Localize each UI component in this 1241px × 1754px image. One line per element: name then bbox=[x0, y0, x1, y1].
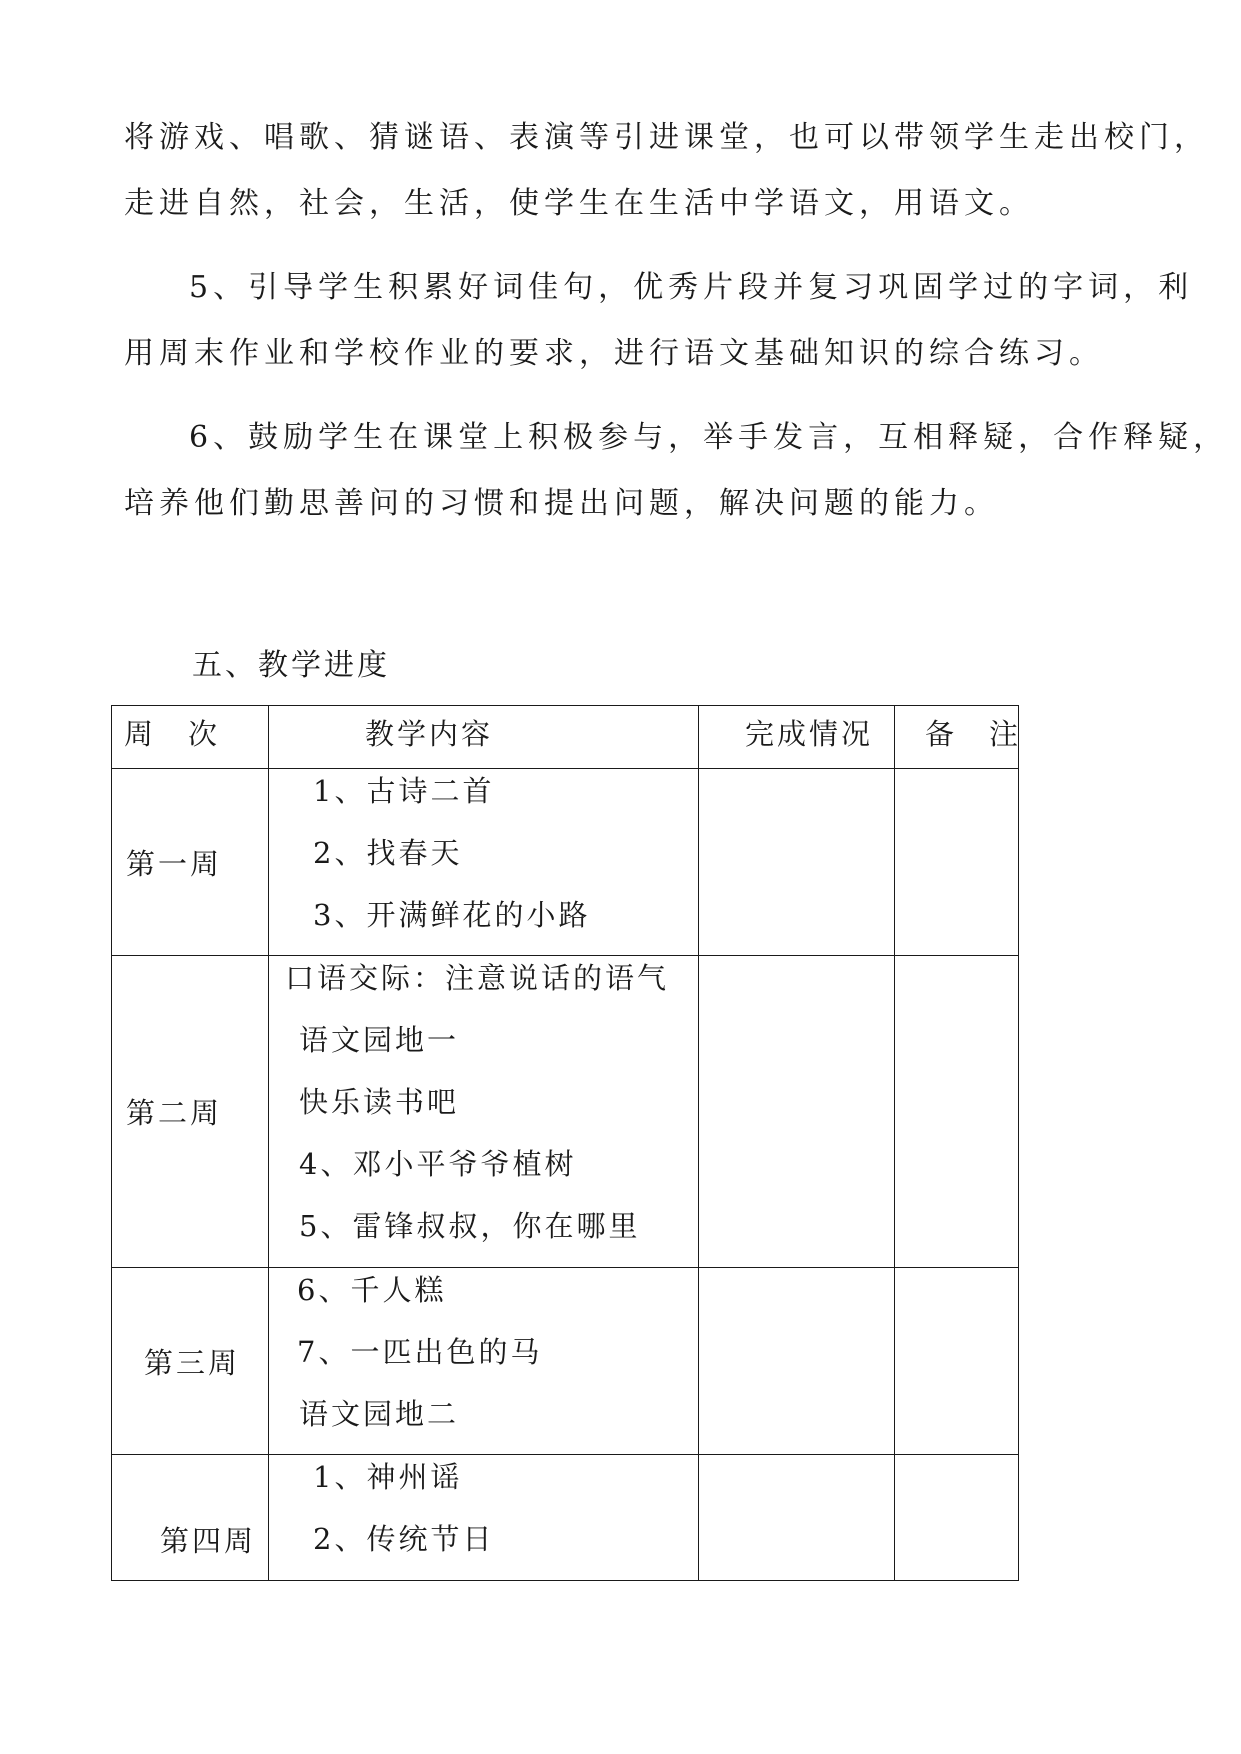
status-cell bbox=[699, 1455, 895, 1581]
status-cell bbox=[699, 769, 895, 956]
paragraph-line-6: 培养他们勤思善问的习惯和提出问题，解决问题的能力。 bbox=[124, 486, 999, 521]
lesson-item: 2、传统节日 bbox=[313, 1522, 495, 1556]
week-cell bbox=[112, 769, 269, 956]
lesson-item: 语文园地二 bbox=[299, 1397, 460, 1431]
section-heading: 五、教学进度 bbox=[192, 648, 390, 683]
header-status-label: 完成情况 bbox=[745, 717, 874, 751]
lesson-item: 快乐读书吧 bbox=[299, 1085, 460, 1119]
header-content-label: 教学内容 bbox=[365, 717, 494, 751]
lesson-item: 7、一匹出色的马 bbox=[297, 1335, 543, 1369]
notes-cell bbox=[895, 1268, 1019, 1455]
lesson-item: 语文园地一 bbox=[299, 1023, 460, 1057]
paragraph-line-1: 将游戏、唱歌、猜谜语、表演等引进课堂，也可以带领学生走出校门， bbox=[124, 120, 1209, 155]
notes-cell bbox=[895, 1455, 1019, 1581]
lesson-item: 1、神州谣 bbox=[313, 1460, 463, 1494]
table-row-week-3 bbox=[112, 1268, 1019, 1455]
status-cell bbox=[699, 1268, 895, 1455]
week-label: 第一周 bbox=[126, 846, 223, 881]
lessons-cell bbox=[269, 769, 699, 956]
header-week bbox=[112, 706, 269, 769]
lesson-item: 1、古诗二首 bbox=[313, 774, 495, 808]
schedule-table bbox=[111, 705, 1022, 1581]
paragraph-line-5: 6、鼓励学生在课堂上积极参与，举手发言，互相释疑，合作释疑， bbox=[189, 420, 1229, 455]
week-cell bbox=[112, 1455, 269, 1581]
header-status bbox=[699, 706, 895, 769]
lessons-cell bbox=[269, 1268, 699, 1455]
paragraph-line-3: 5、引导学生积累好词佳句，优秀片段并复习巩固学过的字词，利 bbox=[189, 270, 1194, 305]
table-row-week-2 bbox=[112, 956, 1019, 1268]
week-cell bbox=[112, 1268, 269, 1455]
lessons-cell bbox=[269, 1455, 699, 1581]
lesson-item: 3、开满鲜花的小路 bbox=[313, 898, 591, 932]
lesson-item: 2、找春天 bbox=[313, 836, 463, 870]
week-label: 第二周 bbox=[126, 1096, 223, 1130]
header-week-label: 周 次 bbox=[124, 717, 221, 751]
paragraph-line-2: 走进自然，社会，生活，使学生在生活中学语文，用语文。 bbox=[124, 186, 1034, 221]
lesson-item: 口语交际：注意说话的语气 bbox=[285, 961, 670, 995]
week-label: 第三周 bbox=[144, 1345, 241, 1380]
lessons-cell bbox=[269, 956, 699, 1268]
notes-cell bbox=[895, 769, 1019, 956]
table-row-week-1 bbox=[112, 769, 1019, 956]
week-cell bbox=[112, 956, 269, 1268]
header-content bbox=[269, 706, 699, 769]
week-label: 第四周 bbox=[160, 1524, 257, 1558]
status-cell bbox=[699, 956, 895, 1268]
header-notes bbox=[895, 706, 1022, 769]
paragraph-line-4: 用周末作业和学校作业的要求，进行语文基础知识的综合练习。 bbox=[124, 336, 1104, 371]
lesson-item: 6、千人糕 bbox=[297, 1273, 447, 1307]
notes-cell bbox=[895, 956, 1019, 1268]
table-row-week-4 bbox=[112, 1455, 1019, 1581]
table-header-row bbox=[112, 706, 1019, 769]
header-notes-label: 备 注 bbox=[925, 717, 1022, 751]
lesson-item: 4、邓小平爷爷植树 bbox=[299, 1147, 577, 1181]
lesson-item: 5、雷锋叔叔，你在哪里 bbox=[299, 1209, 641, 1243]
